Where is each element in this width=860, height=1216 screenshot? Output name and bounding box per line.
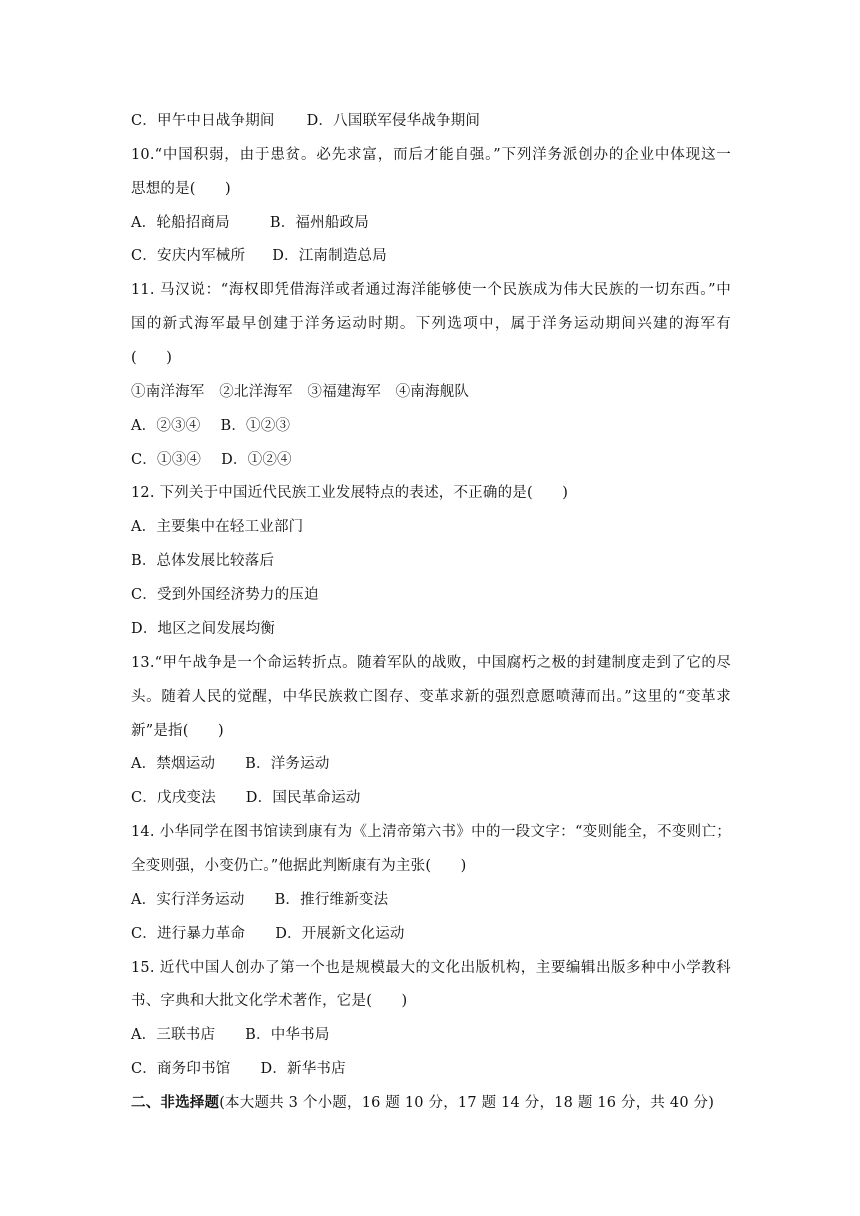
q12-option-a: A．主要集中在轻工业部门 — [131, 519, 304, 535]
q15-stem-line-1: 15. 近代中国人创办了第一个也是规模最大的文化出版机构，主要编辑出版多种中小学教科 — [131, 960, 731, 976]
option-d: D．新华书店 — [260, 1061, 346, 1077]
option-c: C．①③④ — [131, 452, 202, 468]
q14-stem-line-2: 全变则强，小变仍亡。”他据此判断康有为主张( ) — [131, 858, 467, 874]
option-b: B．①②③ — [220, 418, 291, 434]
option-b: B．福州船政局 — [269, 215, 369, 231]
q10-options-cd — [131, 246, 731, 266]
option-c: C．进行暴力革命 — [131, 926, 246, 942]
q11-stem-line-3: ( ) — [131, 350, 173, 366]
q15-options-ab — [131, 1025, 731, 1045]
option-d: D．①②④ — [221, 452, 292, 468]
q11-stem-line-2: 国的新式海军最早创建于洋务运动时期。下列选项中，属于洋务运动期间兴建的海军有 — [131, 316, 731, 332]
option-c: C．戊戌变法 — [131, 790, 216, 806]
option-c: C．安庆内军械所 — [131, 248, 246, 264]
option-a: A．实行洋务运动 — [131, 892, 245, 908]
q13-stem-line-2: 头。随着人民的觉醒，中华民族救亡图存、变革求新的强烈意愿喷薄而出。”这里的“变革求 — [131, 689, 731, 705]
option-b: B．中华书局 — [245, 1027, 330, 1043]
q14-options-cd — [131, 924, 731, 944]
option-a: A．轮船招商局 — [131, 215, 230, 231]
option-c: C．甲午中日战争期间 — [131, 113, 275, 129]
q12-option-b: B．总体发展比较落后 — [131, 553, 275, 569]
q15-options-cd — [131, 1059, 731, 1079]
q11-items: ①南洋海军 ②北洋海军 ③福建海军 ④南海舰队 — [131, 384, 470, 400]
q11-stem-line-1: 11. 马汉说：“海权即凭借海洋或者通过海洋能够使一个民族成为伟大民族的一切东西。”中 — [131, 282, 731, 298]
section-2-heading — [131, 1093, 731, 1113]
option-d: D．开展新文化运动 — [275, 926, 405, 942]
option-a: A．②③④ — [131, 418, 201, 434]
q11-options-cd — [131, 450, 731, 470]
section-2-note: (本大题共 3 个小题，16 题 10 分，17 题 14 分，18 题 16 分，共 40 分) — [219, 1095, 715, 1111]
q12-stem: 12. 下列关于中国近代民族工业发展特点的表述，不正确的是( ) — [131, 485, 569, 501]
section-2-title: 二、非选择题 — [131, 1094, 220, 1111]
q14-stem-line-1: 14. 小华同学在图书馆读到康有为《上清帝第六书》中的一段文字：“变则能全，不变则亡； — [131, 824, 731, 840]
q12-option-c: C．受到外国经济势力的压迫 — [131, 587, 319, 603]
q13-stem-line-3: 新”是指( ) — [131, 723, 224, 739]
q14-options-ab — [131, 890, 731, 910]
q15-stem-line-2: 书、字典和大批文化学术著作，它是( ) — [131, 993, 408, 1009]
option-c: C．商务印书馆 — [131, 1061, 231, 1077]
option-d: D．江南制造总局 — [272, 248, 387, 264]
option-b: B．推行维新变法 — [274, 892, 389, 908]
q11-options-ab — [131, 416, 731, 436]
q13-options-ab — [131, 754, 731, 774]
q12-option-d: D．地区之间发展均衡 — [131, 621, 276, 637]
option-d: D．八国联军侵华战争期间 — [306, 113, 481, 129]
q10-options-ab — [131, 213, 731, 233]
option-a: A．禁烟运动 — [131, 756, 216, 772]
option-a: A．三联书店 — [131, 1027, 216, 1043]
q9-options-cd — [131, 111, 731, 131]
q13-stem-line-1: 13.“甲午战争是一个命运转折点。随着军队的战败，中国腐朽之极的封建制度走到了它的尽 — [131, 655, 731, 671]
q10-stem-line-2: 思想的是( ) — [131, 181, 231, 197]
q10-stem-line-1: 10.“中国积弱，由于患贫。必先求富，而后才能自强。”下列洋务派创办的企业中体现这一 — [131, 147, 731, 163]
option-b: B．洋务运动 — [245, 756, 330, 772]
q13-options-cd — [131, 788, 731, 808]
option-d: D．国民革命运动 — [245, 790, 361, 806]
